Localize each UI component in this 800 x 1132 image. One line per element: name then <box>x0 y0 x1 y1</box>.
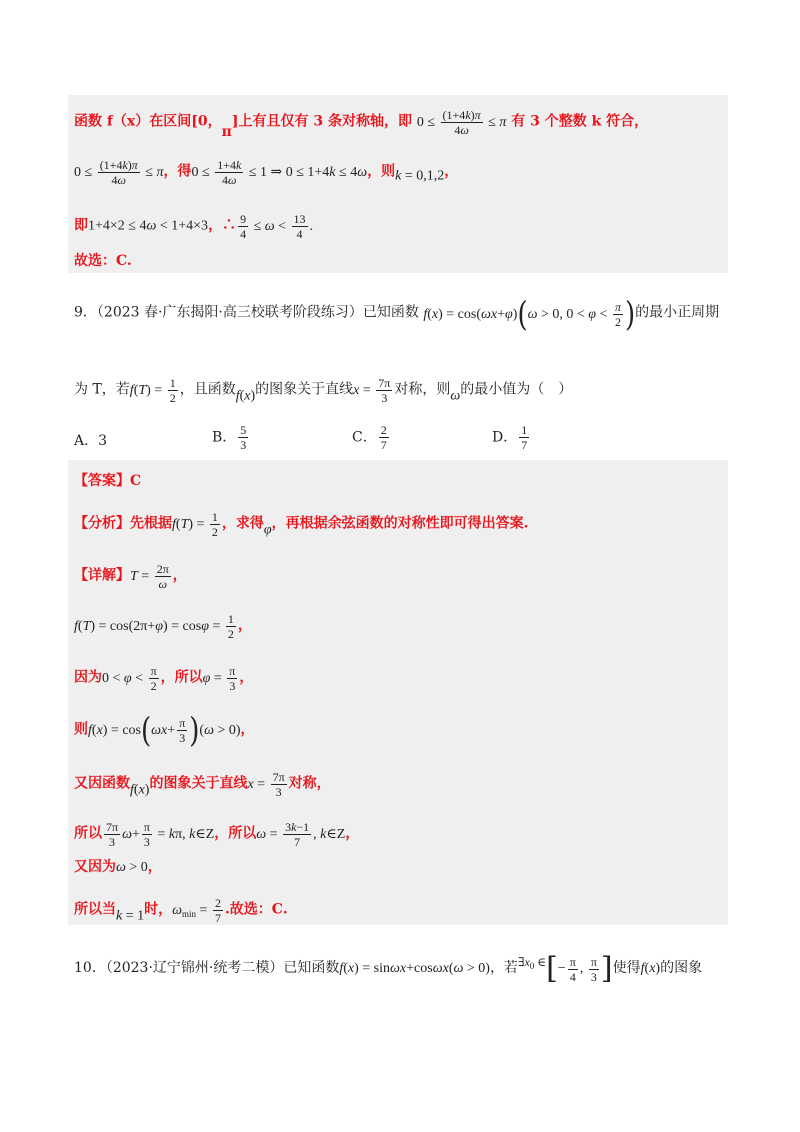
sol8-pi: π <box>221 123 232 140</box>
sol8-line1: 函数 f（x）在区间[0，π]上有且仅有 3 条对称轴，即 0 ≤ $\frac{(1+4k)\pi}{4\omega}$ ≤ π 有 3 个整数 k 符合， <box>74 108 649 140</box>
q9-line1: 9．（2023 春·广东揭阳·高三校联考阶段练习）已知函数 f(x) = cos(ωx+φ)(ω > 0, 0 < φ < $\frac{\pi}{2}$ )的最小正周期 <box>74 295 720 334</box>
ans9-analysis: 【分析】先根据f(T) = $\frac{1}{2}$ ，求得φ，再根据余弦函数的对称性即可得出答案. <box>74 510 529 539</box>
ans9-so2: 所以 $\frac{7\pi}{3}$ ω+ $\frac{\pi}{3}$ = kπ, k∈Z，所以ω = $\frac{3k-1}{7}$ , k∈Z， <box>74 820 360 849</box>
ans9-ft: f(T) = cos(2π+φ) = cosφ = $\frac{1}{2}$ ， <box>74 612 252 641</box>
q10-line1: 10．（2023·辽宁锦州·统考二模）已知函数f(x) = sinωx+cosωx(ω > 0)，若$\exists x_0$ ∈[− $\frac{\pi}{4}$ , $\frac{\pi}{3}$ ]使得f(x)的图象 <box>74 951 703 986</box>
q9-func: f(x) = cos(ωx+φ)(ω > 0, 0 < φ < $\frac{\pi}{2}$ ) <box>423 295 636 334</box>
ans9-because: 因为0 < φ < $\frac{\pi}{2}$ ，所以φ = $\frac{\pi}{3}$ ， <box>74 664 254 693</box>
sol8-line4: 故选：C. <box>74 253 132 269</box>
sol8-line3: 即1+4×2 ≤ 4ω < 1+4×3，∴ $\frac{9}{4}$ ≤ ω < $\frac{13}{4}$ . <box>74 212 314 241</box>
ans9-also: 又因函数f(x)的图象关于直线x = $\frac{7\pi}{3}$ 对称， <box>74 770 331 799</box>
ans9-again: 又因为ω > 0， <box>74 859 162 875</box>
q9-option-b[interactable]: B． $\frac{5}{3}$ <box>212 423 247 452</box>
sol8-ineq1: 0 ≤ $\frac{(1+4k)\pi}{4\omega}$ ≤ π <box>416 108 507 137</box>
ans9-detail: 【详解】T = $\frac{2\pi}{\omega}$ ， <box>74 562 187 591</box>
q9-option-a[interactable]: A．3 <box>74 433 108 449</box>
sol8-line2: 0 ≤ $\frac{(1+4k)\pi}{4\omega}$ ≤ π，得0 ≤ $\frac{1+4k}{4\omega}$ ≤ 1 ⇒ 0 ≤ 1+4k ≤ 4ω，则k = 0,1,2， <box>74 158 459 187</box>
q9-option-d[interactable]: D． $\frac{1}{7}$ <box>492 423 528 452</box>
q9-option-c[interactable]: C． $\frac{2}{7}$ <box>352 423 387 452</box>
ans9-then: 则f(x) = cos(ωx+ $\frac{\pi}{3}$ )(ω > 0)， <box>74 711 255 750</box>
ans9-answer: 【答案】C <box>74 473 142 489</box>
q9-line2: 为 T，若f(T) = $\frac{1}{2}$ ，且函数f(x)的图象关于直线x = $\frac{7\pi}{3}$ 对称，则ω的最小值为（ ） <box>74 376 573 405</box>
ans9-when: 所以当k = 1时，$\omega_{min}$ = $\frac{2}{7}$ .故选：C. <box>74 896 288 925</box>
